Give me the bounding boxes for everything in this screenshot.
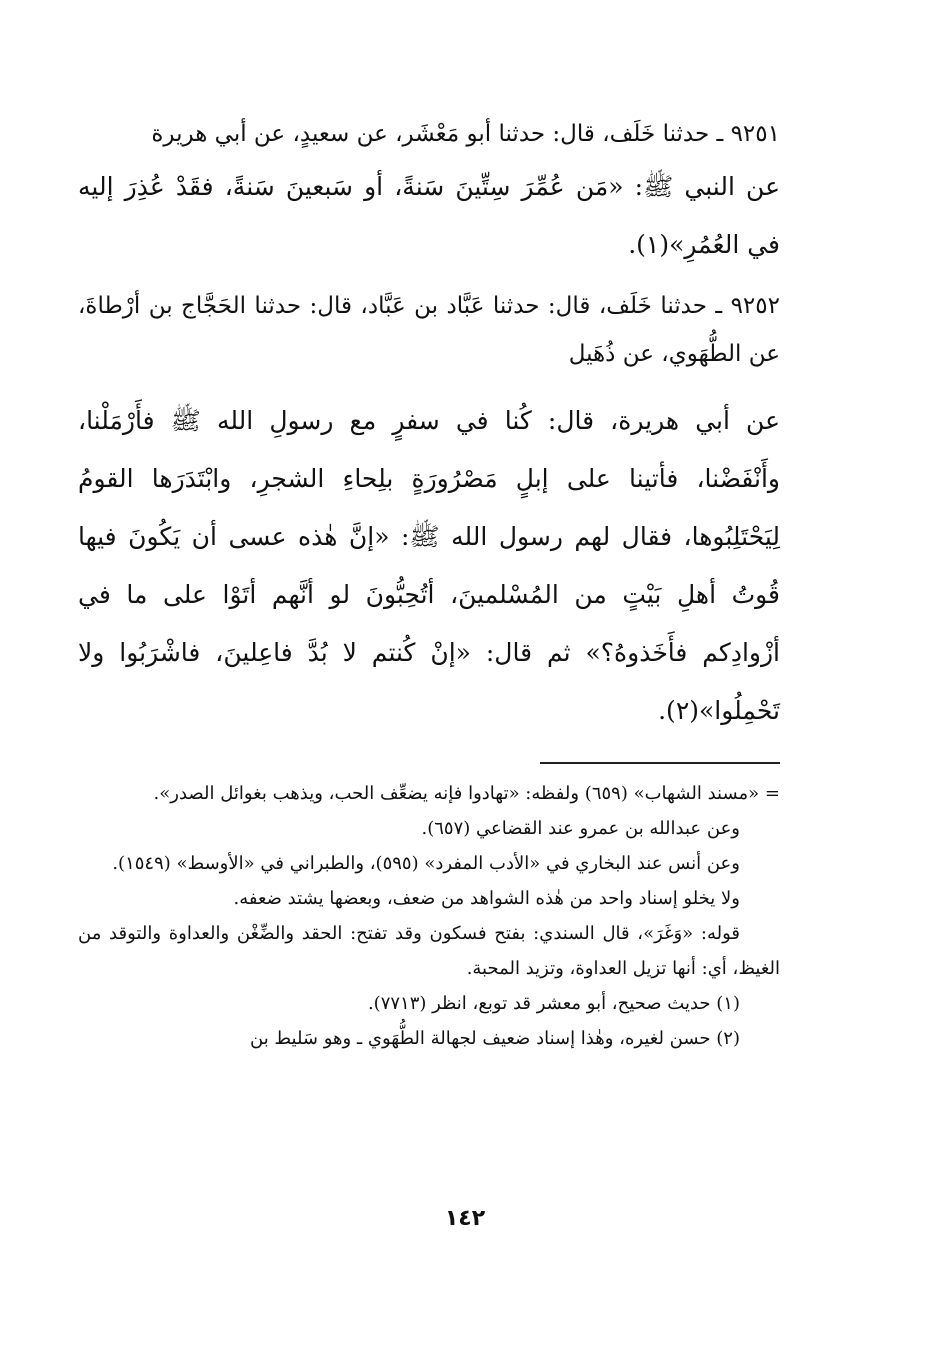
main-text xyxy=(78,110,780,740)
hadith-9252-text: عن أبي هريرة، قال: كُنا في سفرٍ مع رسولِ الله ﷺ فأَرْمَلْنا، وأَنْفَضْنا، فأتينا على إبلٍ مَصْرُورَةٍ بلِحاءِ الشجرِ، وابْتَدَرَها القومُ لِيَحْتَلِبُوها، فقال لهم رسول الله ﷺ: «إنَّ هٰذه عسى أن يَكُونَ فيها قُوتُ أهلِ بَيْتٍ من المُسْلمينَ، أتُحِبُّونَ لو أنَّهم أتَوْا على ما في أزْوادِكم فأَخَذوهُ؟» ثم قال: «إنْ كُنتم لا بُدَّ فاعِلينَ، فاشْرَبُوا ولا تَحْمِلُوا»(٢). xyxy=(78,406,780,725)
footnote-line: ولا يخلو إسناد واحد من هٰذه الشواهد من ضعف، وبعضها يشتد ضعفه. xyxy=(233,888,740,909)
footnote-line: قوله: «وَغَرَ»، قال السندي: بفتح فسكون وقد تفتح: الحقد والضِّغْن والعداوة والتوقد من الغيظ، أي: أنها تزيل العداوة، وتزيد المحبة. xyxy=(78,923,780,979)
footnote-line: وعن عبدالله بن عمرو عند القضاعي (٦٥٧). xyxy=(421,818,740,839)
hadith-9251-text: عن النبي ﷺ: «مَن عُمِّرَ سِتِّينَ سَنةً، أو سَبعينَ سَنةً، فقَدْ عُذِرَ إليه في العُمُرِ»(١). xyxy=(78,172,780,259)
footnote-line: وعن أنس عند البخاري في «الأدب المفرد» (٥٩٥)، والطبراني في «الأوسط» (١٥٤٩). xyxy=(112,853,740,874)
footnote-separator xyxy=(540,762,780,764)
hadith-9252-chain: ٩٢٥٢ ـ حدثنا خَلَف، قال: حدثنا عَبَّاد بن عَبَّاد، قال: حدثنا الحَجَّاج بن أرْطاةَ، عن الطُّهَوي، عن ذُهَيل xyxy=(78,293,780,367)
hadith-9251-chain: ٩٢٥١ ـ حدثنا خَلَف، قال: حدثنا أبو مَعْشَر، عن سعيدٍ، عن أبي هريرة xyxy=(151,121,780,147)
footnotes xyxy=(78,776,780,1056)
page-number: ١٤٢ xyxy=(444,1206,486,1231)
footnote-2: (٢) حسن لغيره، وهٰذا إسناد ضعيف لجهالة الطُّهَوي ـ وهو سَليط بن xyxy=(250,1028,740,1049)
footnote-1: (١) حديث صحيح، أبو معشر قد توبع، انظر (٧٧١٣). xyxy=(367,993,740,1014)
footnote-continuation: = «مسند الشهاب» (٦٥٩) ولفظه: «تهادوا فإنه يضعِّف الحب، ويذهب بغوائل الصدر». xyxy=(153,783,780,804)
